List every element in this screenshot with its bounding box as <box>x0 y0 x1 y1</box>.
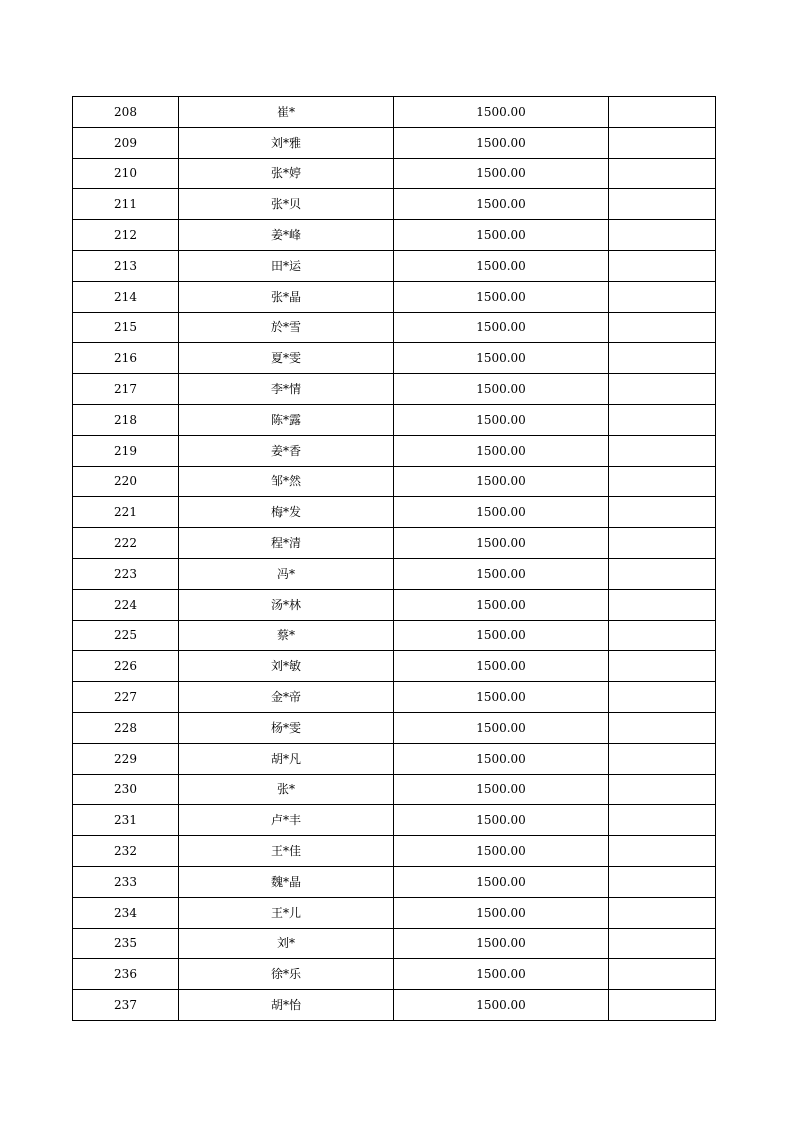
table-row <box>73 805 716 836</box>
name-cell: 金*帝 <box>179 682 394 713</box>
note-cell <box>609 374 716 405</box>
payment-table <box>72 96 716 1021</box>
table-row <box>73 928 716 959</box>
amount-cell: 1500.00 <box>394 558 609 589</box>
note-cell <box>609 589 716 620</box>
table-row <box>73 281 716 312</box>
table-row <box>73 374 716 405</box>
amount-cell: 1500.00 <box>394 620 609 651</box>
table-row <box>73 620 716 651</box>
row-number-cell: 230 <box>73 774 179 805</box>
table-row <box>73 712 716 743</box>
table-row <box>73 497 716 528</box>
name-cell: 张*晶 <box>179 281 394 312</box>
table-row <box>73 466 716 497</box>
row-number-cell: 235 <box>73 928 179 959</box>
note-cell <box>609 312 716 343</box>
row-number-cell: 213 <box>73 250 179 281</box>
note-cell <box>609 435 716 466</box>
name-cell: 魏*晶 <box>179 866 394 897</box>
amount-cell: 1500.00 <box>394 220 609 251</box>
table-row <box>73 682 716 713</box>
note-cell <box>609 928 716 959</box>
note-cell <box>609 250 716 281</box>
name-cell: 张*贝 <box>179 189 394 220</box>
amount-cell: 1500.00 <box>394 651 609 682</box>
note-cell <box>609 959 716 990</box>
table-row <box>73 866 716 897</box>
note-cell <box>609 805 716 836</box>
note-cell <box>609 836 716 867</box>
name-cell: 刘*敏 <box>179 651 394 682</box>
table-row <box>73 528 716 559</box>
amount-cell: 1500.00 <box>394 743 609 774</box>
name-cell: 张*婷 <box>179 158 394 189</box>
note-cell <box>609 158 716 189</box>
table-row <box>73 250 716 281</box>
table-row <box>73 558 716 589</box>
row-number-cell: 224 <box>73 589 179 620</box>
name-cell: 姜*香 <box>179 435 394 466</box>
name-cell: 崔* <box>179 97 394 128</box>
table-row <box>73 774 716 805</box>
row-number-cell: 214 <box>73 281 179 312</box>
amount-cell: 1500.00 <box>394 990 609 1021</box>
amount-cell: 1500.00 <box>394 836 609 867</box>
name-cell: 冯* <box>179 558 394 589</box>
note-cell <box>609 620 716 651</box>
note-cell <box>609 774 716 805</box>
note-cell <box>609 220 716 251</box>
name-cell: 王*佳 <box>179 836 394 867</box>
amount-cell: 1500.00 <box>394 343 609 374</box>
row-number-cell: 221 <box>73 497 179 528</box>
note-cell <box>609 682 716 713</box>
name-cell: 胡*凡 <box>179 743 394 774</box>
row-number-cell: 219 <box>73 435 179 466</box>
table-row <box>73 343 716 374</box>
name-cell: 於*雪 <box>179 312 394 343</box>
row-number-cell: 232 <box>73 836 179 867</box>
row-number-cell: 237 <box>73 990 179 1021</box>
table-body <box>73 97 716 1021</box>
amount-cell: 1500.00 <box>394 928 609 959</box>
name-cell: 李*情 <box>179 374 394 405</box>
row-number-cell: 234 <box>73 897 179 928</box>
note-cell <box>609 528 716 559</box>
table-row <box>73 312 716 343</box>
name-cell: 刘* <box>179 928 394 959</box>
name-cell: 王*儿 <box>179 897 394 928</box>
row-number-cell: 236 <box>73 959 179 990</box>
amount-cell: 1500.00 <box>394 97 609 128</box>
note-cell <box>609 404 716 435</box>
note-cell <box>609 97 716 128</box>
note-cell <box>609 343 716 374</box>
table-row <box>73 743 716 774</box>
row-number-cell: 217 <box>73 374 179 405</box>
table-row <box>73 189 716 220</box>
table-row <box>73 589 716 620</box>
note-cell <box>609 497 716 528</box>
name-cell: 卢*丰 <box>179 805 394 836</box>
name-cell: 梅*发 <box>179 497 394 528</box>
name-cell: 杨*雯 <box>179 712 394 743</box>
amount-cell: 1500.00 <box>394 589 609 620</box>
table-row <box>73 897 716 928</box>
table-row <box>73 836 716 867</box>
amount-cell: 1500.00 <box>394 466 609 497</box>
name-cell: 夏*雯 <box>179 343 394 374</box>
name-cell: 刘*雅 <box>179 127 394 158</box>
row-number-cell: 233 <box>73 866 179 897</box>
row-number-cell: 215 <box>73 312 179 343</box>
note-cell <box>609 127 716 158</box>
amount-cell: 1500.00 <box>394 712 609 743</box>
row-number-cell: 231 <box>73 805 179 836</box>
note-cell <box>609 558 716 589</box>
table-row <box>73 97 716 128</box>
amount-cell: 1500.00 <box>394 189 609 220</box>
amount-cell: 1500.00 <box>394 528 609 559</box>
name-cell: 邹*然 <box>179 466 394 497</box>
amount-cell: 1500.00 <box>394 897 609 928</box>
amount-cell: 1500.00 <box>394 127 609 158</box>
row-number-cell: 210 <box>73 158 179 189</box>
note-cell <box>609 990 716 1021</box>
row-number-cell: 226 <box>73 651 179 682</box>
note-cell <box>609 897 716 928</box>
name-cell: 姜*峰 <box>179 220 394 251</box>
amount-cell: 1500.00 <box>394 497 609 528</box>
table-row <box>73 959 716 990</box>
table-row <box>73 220 716 251</box>
note-cell <box>609 866 716 897</box>
row-number-cell: 209 <box>73 127 179 158</box>
note-cell <box>609 281 716 312</box>
table-row <box>73 158 716 189</box>
amount-cell: 1500.00 <box>394 805 609 836</box>
amount-cell: 1500.00 <box>394 866 609 897</box>
name-cell: 蔡* <box>179 620 394 651</box>
amount-cell: 1500.00 <box>394 250 609 281</box>
name-cell: 程*清 <box>179 528 394 559</box>
row-number-cell: 212 <box>73 220 179 251</box>
row-number-cell: 211 <box>73 189 179 220</box>
amount-cell: 1500.00 <box>394 281 609 312</box>
note-cell <box>609 466 716 497</box>
table-row <box>73 404 716 435</box>
row-number-cell: 222 <box>73 528 179 559</box>
row-number-cell: 220 <box>73 466 179 497</box>
amount-cell: 1500.00 <box>394 404 609 435</box>
row-number-cell: 218 <box>73 404 179 435</box>
table-row <box>73 990 716 1021</box>
row-number-cell: 223 <box>73 558 179 589</box>
name-cell: 张* <box>179 774 394 805</box>
amount-cell: 1500.00 <box>394 774 609 805</box>
amount-cell: 1500.00 <box>394 435 609 466</box>
row-number-cell: 208 <box>73 97 179 128</box>
note-cell <box>609 743 716 774</box>
amount-cell: 1500.00 <box>394 682 609 713</box>
name-cell: 徐*乐 <box>179 959 394 990</box>
table-row <box>73 435 716 466</box>
amount-cell: 1500.00 <box>394 959 609 990</box>
row-number-cell: 228 <box>73 712 179 743</box>
row-number-cell: 229 <box>73 743 179 774</box>
row-number-cell: 216 <box>73 343 179 374</box>
table-row <box>73 127 716 158</box>
name-cell: 田*运 <box>179 250 394 281</box>
note-cell <box>609 712 716 743</box>
row-number-cell: 227 <box>73 682 179 713</box>
name-cell: 胡*怡 <box>179 990 394 1021</box>
note-cell <box>609 189 716 220</box>
amount-cell: 1500.00 <box>394 312 609 343</box>
amount-cell: 1500.00 <box>394 158 609 189</box>
amount-cell: 1500.00 <box>394 374 609 405</box>
row-number-cell: 225 <box>73 620 179 651</box>
name-cell: 汤*林 <box>179 589 394 620</box>
note-cell <box>609 651 716 682</box>
name-cell: 陈*露 <box>179 404 394 435</box>
table-row <box>73 651 716 682</box>
